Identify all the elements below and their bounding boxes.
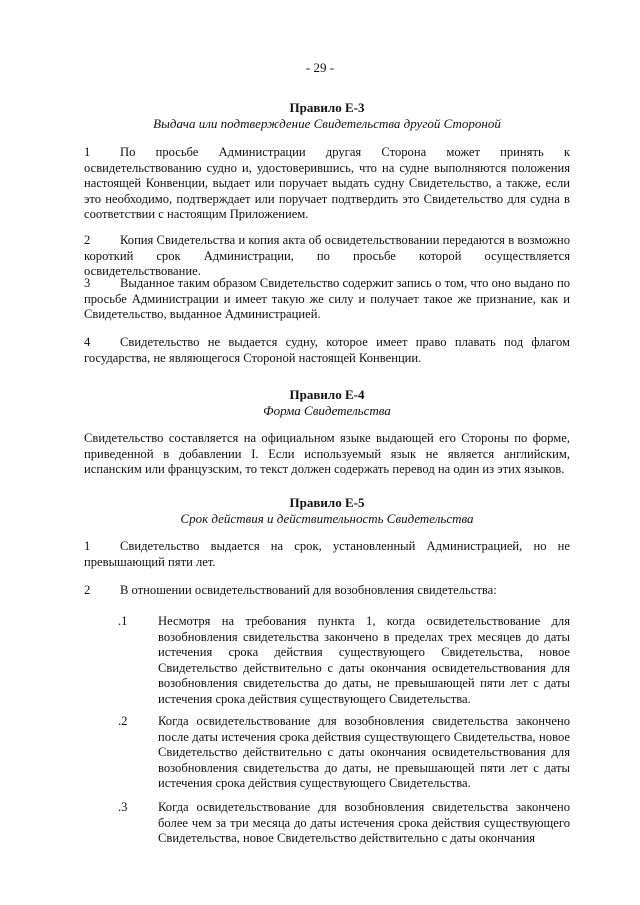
rule-e3-paragraph-4 bbox=[84, 335, 570, 366]
paragraph-text: Свидетельство выдается на срок, установленный Администрацией, но не превышающий пяти лет. bbox=[84, 539, 570, 569]
rule-e3-title: Правило Е-3 bbox=[289, 100, 365, 115]
page-number: - 29 - bbox=[305, 60, 335, 75]
paragraph-number: 3 bbox=[84, 276, 91, 290]
subitem-number: .2 bbox=[118, 714, 128, 728]
rule-e3-paragraph-1 bbox=[84, 145, 570, 223]
rule-e3-subtitle: Выдача или подтверждение Свидетельства другой Стороной bbox=[153, 116, 501, 131]
paragraph-number: 1 bbox=[84, 539, 91, 553]
rule-e5-heading bbox=[84, 495, 570, 527]
rule-e5-paragraph-2-text: В отношении освидетельствований для возобновления свидетельства: bbox=[120, 583, 497, 597]
subitem-text: Когда освидетельствование для возобновления свидетельства закончено более чем за три месяца до даты истечения срока действия существующего Свидетельства, новое Свидетельство действительно с даты окончания bbox=[158, 800, 570, 846]
rule-e4-title: Правило Е-4 bbox=[289, 387, 365, 402]
rule-e4-subtitle: Форма Свидетельства bbox=[263, 403, 391, 418]
paragraph-text: Выданное таким образом Свидетельство содержит запись о том, что оно выдано по просьбе Администрации и имеет такую же силу и получает такое же признание, как и Свидетельство, выданное Администрацией. bbox=[84, 276, 570, 322]
subitem-text: Когда освидетельствование для возобновления свидетельства закончено после даты истечения срока действия существующего Свидетельства, новое Свидетельство действительно с даты окончания освидетельствования для возобновления свидетельства до даты, не превышающей пяти лет с даты истечения срока действия существующего Свидетельства. bbox=[158, 714, 570, 791]
paragraph-number: 2 bbox=[84, 233, 91, 247]
paragraph-text: Копия Свидетельства и копия акта об освидетельствовании передаются в возможно короткий срок Администрации, по просьбе которой осуществляется освидетельствование. bbox=[84, 233, 570, 279]
subitem-text: Несмотря на требования пункта 1, когда освидетельствование для возобновления свидетельства закончено в пределах трех месяцев до даты истечения срока действия существующего Свидетельства, новое Свидетельство действительно с даты окончания освидетельствования для возобновления свидетельства до даты, не превышающей пяти лет с даты истечения срока действия существующего Свидетельства. bbox=[158, 614, 570, 706]
rule-e3-heading bbox=[84, 100, 570, 132]
paragraph-number: 4 bbox=[84, 335, 91, 349]
subitem-number: .3 bbox=[118, 800, 128, 814]
subitem-number: .1 bbox=[118, 614, 128, 628]
paragraph-text: Свидетельство не выдается судну, которое имеет право плавать под флагом государства, не являющегося Стороной настоящей Конвенции. bbox=[84, 335, 570, 365]
rule-e3-paragraph-2 bbox=[84, 233, 570, 280]
rule-e4-heading bbox=[84, 387, 570, 419]
rule-e5-paragraph-2-number: 2 bbox=[84, 583, 91, 597]
paragraph-text: По просьбе Администрации другая Сторона может принять к освидетельствованию судно и, удостоверившись, что на судне выполняются положения настоящей Конвенции, выдает или поручает выдать судну Свидетельство, а также, если это необходимо, подтверждает или поручает подтвердить это Свидетельство для судна в соответствии с настоящим Приложением. bbox=[84, 145, 570, 222]
rule-e5-title: Правило Е-5 bbox=[289, 495, 365, 510]
rule-e5-subtitle: Срок действия и действительность Свидетельства bbox=[180, 511, 474, 526]
rule-e4-paragraph: Свидетельство составляется на официальном языке выдающей его Стороны по форме, приведенной в добавлении I. Если используемый язык не является английским, испанским или французским, то текст должен содержать перевод на один из этих языков. bbox=[84, 431, 570, 477]
paragraph-number: 1 bbox=[84, 145, 91, 159]
rule-e5-paragraph-1 bbox=[84, 539, 570, 570]
rule-e3-paragraph-3 bbox=[84, 276, 570, 323]
